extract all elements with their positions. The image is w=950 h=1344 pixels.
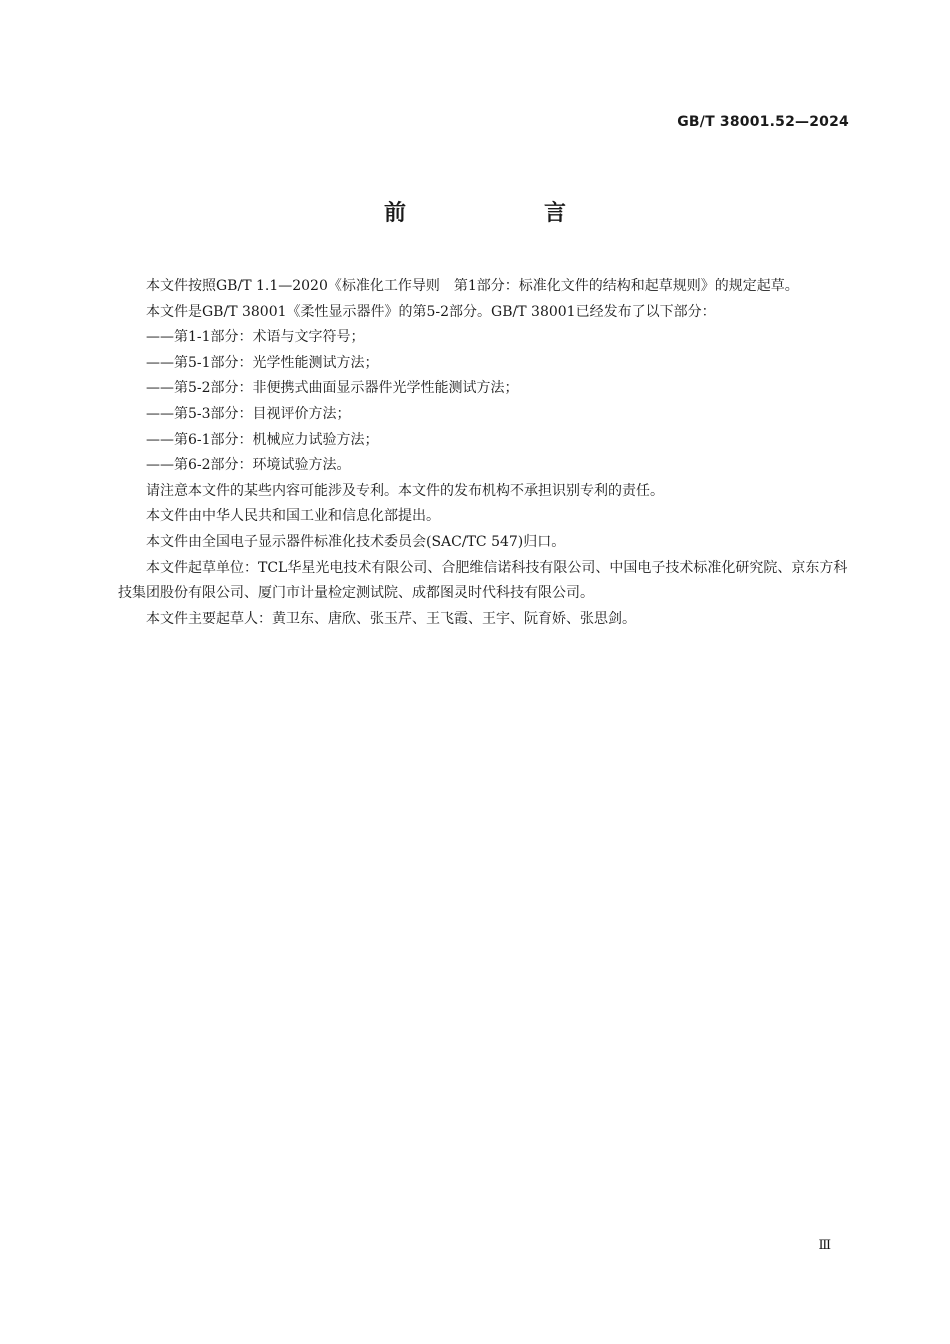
document-body [118,274,852,632]
list-item-part-1-1: ——第1-1部分：术语与文字符号； [146,329,365,346]
paragraph-drafters: 本文件主要起草人：黄卫东、唐欣、张玉芹、王飞霞、王宇、阮育娇、张思剑。 [146,610,636,627]
list-item-part-5-2: ——第5-2部分：非便携式曲面显示器件光学性能测试方法； [146,380,519,397]
paragraph-patent-notice: 请注意本文件的某些内容可能涉及专利。本文件的发布机构不承担识别专利的责任。 [146,482,664,499]
page-title: 前 言 [383,201,624,226]
page-number: Ⅲ [818,1238,830,1253]
paragraph-committee: 本文件由全国电子显示器件标准化技术委员会(SAC/TC 547)归口。 [146,533,566,550]
list-item-part-6-1: ——第6-1部分：机械应力试验方法； [146,431,379,448]
list-item-part-5-3: ——第5-3部分：目视评价方法； [146,405,351,422]
paragraph-proposer: 本文件由中华人民共和国工业和信息化部提出。 [146,508,440,525]
paragraph-drafting-units: 本文件起草单位：TCL华星光电技术有限公司、合肥维信诺科技有限公司、中国电子技术标准化研究院、京东方科技集团股份有限公司、厦门市计量检定测试院、成都图灵时代科技有限公司。 [118,559,848,602]
standard-number: GB/T 38001.52—2024 [677,114,849,130]
paragraph-series-intro: 本文件是GB/T 38001《柔性显示器件》的第5-2部分。GB/T 38001已经发布了以下部分： [146,303,716,320]
list-item-part-5-1: ——第5-1部分：光学性能测试方法； [146,354,379,371]
list-item-part-6-2: ——第6-2部分：环境试验方法。 [146,457,351,474]
paragraph-drafting-basis: 本文件按照GB/T 1.1—2020《标准化工作导则 第1部分：标准化文件的结构和起草规则》的规定起草。 [146,278,799,294]
